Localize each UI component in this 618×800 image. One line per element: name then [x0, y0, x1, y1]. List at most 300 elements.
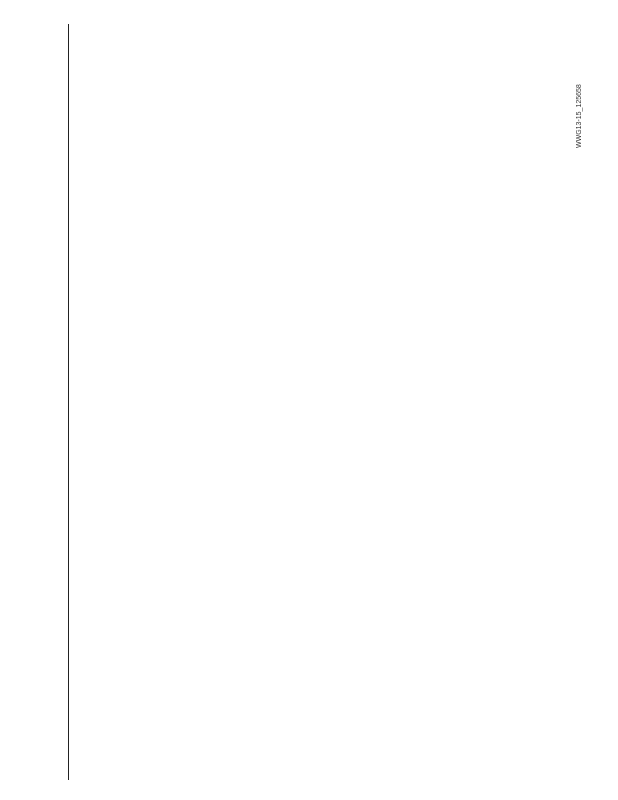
table-cell	[491, 24, 501, 100]
table-cell	[539, 553, 549, 629]
row-label	[530, 704, 540, 780]
table-row	[318, 24, 328, 780]
table-row	[251, 24, 261, 780]
table-cell	[443, 629, 453, 705]
table-cell	[194, 553, 204, 629]
table-cell	[414, 100, 424, 176]
table-cell	[175, 478, 185, 554]
table-cell	[328, 100, 338, 176]
table-cell	[261, 402, 271, 478]
table-cell	[251, 100, 261, 176]
table-cell	[328, 24, 338, 100]
table-cell	[338, 100, 348, 176]
table-row	[203, 24, 213, 780]
table-cell	[117, 478, 127, 554]
table-cell	[510, 100, 520, 176]
table-cell	[194, 629, 204, 705]
table-cell	[424, 553, 434, 629]
row-label	[347, 704, 357, 780]
table-cell	[328, 629, 338, 705]
row-label	[270, 704, 280, 780]
table-cell	[261, 100, 271, 176]
table-cell	[290, 175, 300, 251]
table-cell	[251, 326, 261, 402]
table-cell	[242, 326, 252, 402]
table-cell	[338, 326, 348, 402]
table-cell	[270, 553, 280, 629]
table-cell	[290, 402, 300, 478]
row-label	[261, 704, 271, 780]
table-cell	[251, 24, 261, 100]
table-cell	[414, 326, 424, 402]
table-cell	[434, 251, 444, 327]
table-cell	[232, 175, 242, 251]
table-cell	[127, 326, 137, 402]
table-row	[127, 24, 137, 780]
table-cell	[146, 100, 156, 176]
table-cell	[530, 478, 540, 554]
row-label	[299, 704, 309, 780]
table-cell	[472, 326, 482, 402]
table-cell	[184, 402, 194, 478]
table-cell	[414, 24, 424, 100]
row-label	[539, 704, 549, 780]
table-cell	[462, 553, 472, 629]
table-row	[117, 24, 127, 780]
table-cell	[462, 24, 472, 100]
table-cell	[232, 402, 242, 478]
table-row	[434, 24, 444, 780]
table-cell	[318, 100, 328, 176]
table-cell	[155, 175, 165, 251]
table-cell	[328, 326, 338, 402]
table-cell	[69, 100, 79, 176]
table-row	[155, 24, 165, 780]
table-cell	[261, 24, 271, 100]
table-cell	[299, 175, 309, 251]
table-cell	[386, 24, 396, 100]
table-cell	[424, 629, 434, 705]
table-cell	[366, 100, 376, 176]
table-cell	[98, 24, 108, 100]
table-cell	[213, 24, 223, 100]
table-cell	[309, 100, 319, 176]
table-cell	[107, 326, 117, 402]
table-cell	[491, 629, 501, 705]
table-cell	[414, 175, 424, 251]
table-cell	[462, 402, 472, 478]
table-cell	[549, 251, 559, 327]
table-cell	[270, 251, 280, 327]
table-cell	[520, 402, 530, 478]
table-cell	[405, 553, 415, 629]
table-cell	[539, 402, 549, 478]
table-row	[194, 24, 204, 780]
table-row	[223, 24, 233, 780]
table-cell	[136, 175, 146, 251]
table-cell	[530, 402, 540, 478]
table-cell	[213, 553, 223, 629]
table-cell	[434, 402, 444, 478]
table-cell	[203, 24, 213, 100]
table-cell	[434, 553, 444, 629]
table-cell	[472, 100, 482, 176]
table-cell	[213, 100, 223, 176]
table-cell	[424, 251, 434, 327]
row-label	[472, 704, 482, 780]
table-cell	[510, 175, 520, 251]
table-row	[549, 24, 559, 780]
table-cell	[568, 251, 578, 327]
table-cell	[414, 629, 424, 705]
table-cell	[376, 553, 386, 629]
table-cell	[558, 402, 568, 478]
row-label	[376, 704, 386, 780]
table-cell	[520, 478, 530, 554]
table-cell	[520, 629, 530, 705]
row-label	[117, 704, 127, 780]
table-cell	[98, 629, 108, 705]
table-cell	[530, 175, 540, 251]
table-cell	[501, 629, 511, 705]
table-cell	[290, 24, 300, 100]
table-cell	[136, 402, 146, 478]
table-cell	[318, 175, 328, 251]
row-label	[184, 704, 194, 780]
table-cell	[443, 402, 453, 478]
table-cell	[107, 478, 117, 554]
table-cell	[280, 100, 290, 176]
table-cell	[453, 251, 463, 327]
table-cell	[261, 175, 271, 251]
table-cell	[223, 251, 233, 327]
row-label	[501, 704, 511, 780]
table-cell	[530, 100, 540, 176]
table-cell	[376, 175, 386, 251]
data-table	[66, 24, 587, 780]
table-cell	[338, 251, 348, 327]
table-cell	[530, 553, 540, 629]
table-cell	[261, 553, 271, 629]
table-cell	[549, 175, 559, 251]
table-cell	[98, 175, 108, 251]
table-cell	[88, 251, 98, 327]
table-cell	[577, 175, 587, 251]
table-cell	[414, 251, 424, 327]
table-cell	[242, 175, 252, 251]
table-cell	[280, 478, 290, 554]
row-label	[98, 704, 108, 780]
table-cell	[184, 326, 194, 402]
table-cell	[155, 402, 165, 478]
table-cell	[69, 478, 79, 554]
table-cell	[318, 251, 328, 327]
row-label	[165, 704, 175, 780]
table-row	[328, 24, 338, 780]
table-cell	[194, 478, 204, 554]
table-cell	[347, 478, 357, 554]
table-cell	[549, 24, 559, 100]
table-cell	[146, 24, 156, 100]
table-cell	[501, 478, 511, 554]
table-row	[491, 24, 501, 780]
table-cell	[251, 553, 261, 629]
table-cell	[146, 175, 156, 251]
table-cell	[443, 478, 453, 554]
table-cell	[462, 100, 472, 176]
table-cell	[462, 175, 472, 251]
row-label	[386, 704, 396, 780]
table-cell	[395, 629, 405, 705]
table-cell	[146, 629, 156, 705]
table-cell	[357, 326, 367, 402]
table-cell	[146, 251, 156, 327]
table-row	[453, 24, 463, 780]
table-cell	[203, 478, 213, 554]
table-cell	[386, 402, 396, 478]
table-cell	[127, 629, 137, 705]
table-cell	[328, 478, 338, 554]
row-label	[136, 704, 146, 780]
table-cell	[127, 100, 137, 176]
table-cell	[558, 553, 568, 629]
table-cell	[213, 629, 223, 705]
table-cell	[261, 478, 271, 554]
table-cell	[510, 251, 520, 327]
row-label	[405, 704, 415, 780]
table-cell	[520, 326, 530, 402]
table-cell	[184, 553, 194, 629]
table-cell	[338, 629, 348, 705]
table-cell	[510, 402, 520, 478]
table-cell	[165, 553, 175, 629]
table-row	[261, 24, 271, 780]
row-label	[107, 704, 117, 780]
table-cell	[414, 478, 424, 554]
row-label	[414, 704, 424, 780]
table-cell	[539, 478, 549, 554]
table-cell	[549, 629, 559, 705]
table-cell	[213, 402, 223, 478]
table-row	[309, 24, 319, 780]
table-cell	[424, 478, 434, 554]
table-cell	[405, 478, 415, 554]
table-cell	[520, 251, 530, 327]
table-cell	[414, 402, 424, 478]
table-cell	[338, 553, 348, 629]
table-cell	[443, 326, 453, 402]
table-cell	[366, 24, 376, 100]
table-cell	[472, 402, 482, 478]
table-cell	[165, 24, 175, 100]
table-cell	[482, 478, 492, 554]
table-cell	[194, 326, 204, 402]
table-cell	[357, 629, 367, 705]
table-cell	[472, 629, 482, 705]
table-cell	[117, 251, 127, 327]
table-cell	[107, 553, 117, 629]
table-cell	[309, 478, 319, 554]
table-cell	[290, 326, 300, 402]
table-cell	[213, 478, 223, 554]
table-cell	[270, 478, 280, 554]
table-cell	[577, 629, 587, 705]
row-label	[155, 704, 165, 780]
row-label	[194, 704, 204, 780]
table-cell	[194, 402, 204, 478]
table-cell	[136, 100, 146, 176]
table-cell	[79, 553, 89, 629]
table-row	[175, 24, 185, 780]
row-label	[549, 704, 559, 780]
row-label	[280, 704, 290, 780]
table-cell	[242, 100, 252, 176]
table-cell	[462, 326, 472, 402]
table-cell	[270, 100, 280, 176]
table-cell	[491, 553, 501, 629]
table-cell	[376, 251, 386, 327]
table-row	[107, 24, 117, 780]
table-cell	[175, 24, 185, 100]
table-cell	[472, 175, 482, 251]
table-cell	[223, 629, 233, 705]
table-cell	[357, 478, 367, 554]
table-cell	[175, 402, 185, 478]
table-cell	[482, 100, 492, 176]
table-cell	[539, 175, 549, 251]
table-row	[414, 24, 424, 780]
table-cell	[318, 326, 328, 402]
table-cell	[280, 553, 290, 629]
table-cell	[242, 251, 252, 327]
table-cell	[251, 478, 261, 554]
table-cell	[290, 553, 300, 629]
table-cell	[117, 402, 127, 478]
table-row	[146, 24, 156, 780]
table-cell	[136, 24, 146, 100]
table-row	[213, 24, 223, 780]
table-cell	[242, 24, 252, 100]
table-cell	[88, 175, 98, 251]
table-cell	[386, 326, 396, 402]
table-cell	[357, 175, 367, 251]
table-row	[530, 24, 540, 780]
table-row	[366, 24, 376, 780]
table-cell	[79, 402, 89, 478]
table-cell	[79, 251, 89, 327]
table-cell	[530, 24, 540, 100]
table-cell	[203, 629, 213, 705]
table-cell	[510, 553, 520, 629]
row-label	[213, 704, 223, 780]
table-cell	[270, 326, 280, 402]
table-cell	[366, 553, 376, 629]
row-label	[290, 704, 300, 780]
table-cell	[175, 251, 185, 327]
row-label	[577, 704, 587, 780]
table-cell	[79, 326, 89, 402]
table-cell	[386, 251, 396, 327]
table-cell	[434, 326, 444, 402]
table-row	[136, 24, 146, 780]
table-cell	[261, 251, 271, 327]
table-cell	[482, 175, 492, 251]
table-cell	[405, 251, 415, 327]
table-row	[184, 24, 194, 780]
table-cell	[453, 100, 463, 176]
table-cell	[558, 100, 568, 176]
table-cell	[386, 175, 396, 251]
table-cell	[501, 251, 511, 327]
table-row	[405, 24, 415, 780]
table-cell	[165, 629, 175, 705]
table-row	[520, 24, 530, 780]
table-cell	[184, 478, 194, 554]
table-cell	[462, 251, 472, 327]
table-cell	[338, 402, 348, 478]
table-cell	[395, 402, 405, 478]
table-cell	[98, 478, 108, 554]
table-cell	[165, 100, 175, 176]
table-cell	[434, 100, 444, 176]
table-cell	[290, 629, 300, 705]
table-cell	[443, 251, 453, 327]
table-cell	[347, 24, 357, 100]
row-label	[328, 704, 338, 780]
table-cell	[491, 402, 501, 478]
table-row	[443, 24, 453, 780]
table-cell	[443, 553, 453, 629]
table-cell	[577, 402, 587, 478]
table-cell	[146, 326, 156, 402]
table-cell	[299, 24, 309, 100]
table-cell	[88, 553, 98, 629]
table-cell	[194, 175, 204, 251]
table-cell	[107, 175, 117, 251]
table-cell	[568, 553, 578, 629]
row-label	[510, 704, 520, 780]
row-label	[146, 704, 156, 780]
row-label	[223, 704, 233, 780]
table-cell	[453, 402, 463, 478]
table-cell	[290, 100, 300, 176]
table-cell	[357, 100, 367, 176]
row-label	[242, 704, 252, 780]
table-cell	[194, 24, 204, 100]
table-cell	[299, 326, 309, 402]
table-cell	[568, 629, 578, 705]
table-cell	[338, 175, 348, 251]
table-cell	[376, 326, 386, 402]
table-cell	[203, 326, 213, 402]
table-row	[69, 24, 79, 780]
table-cell	[299, 402, 309, 478]
rotated-table-sheet	[8, 18, 598, 788]
table-cell	[117, 326, 127, 402]
table-cell	[482, 553, 492, 629]
table-cell	[223, 24, 233, 100]
table-cell	[482, 251, 492, 327]
table-cell	[261, 629, 271, 705]
table-cell	[223, 402, 233, 478]
table-cell	[155, 629, 165, 705]
table-cell	[501, 175, 511, 251]
table-cell	[357, 24, 367, 100]
table-cell	[223, 100, 233, 176]
table-cell	[280, 251, 290, 327]
table-cell	[155, 326, 165, 402]
table-cell	[549, 553, 559, 629]
